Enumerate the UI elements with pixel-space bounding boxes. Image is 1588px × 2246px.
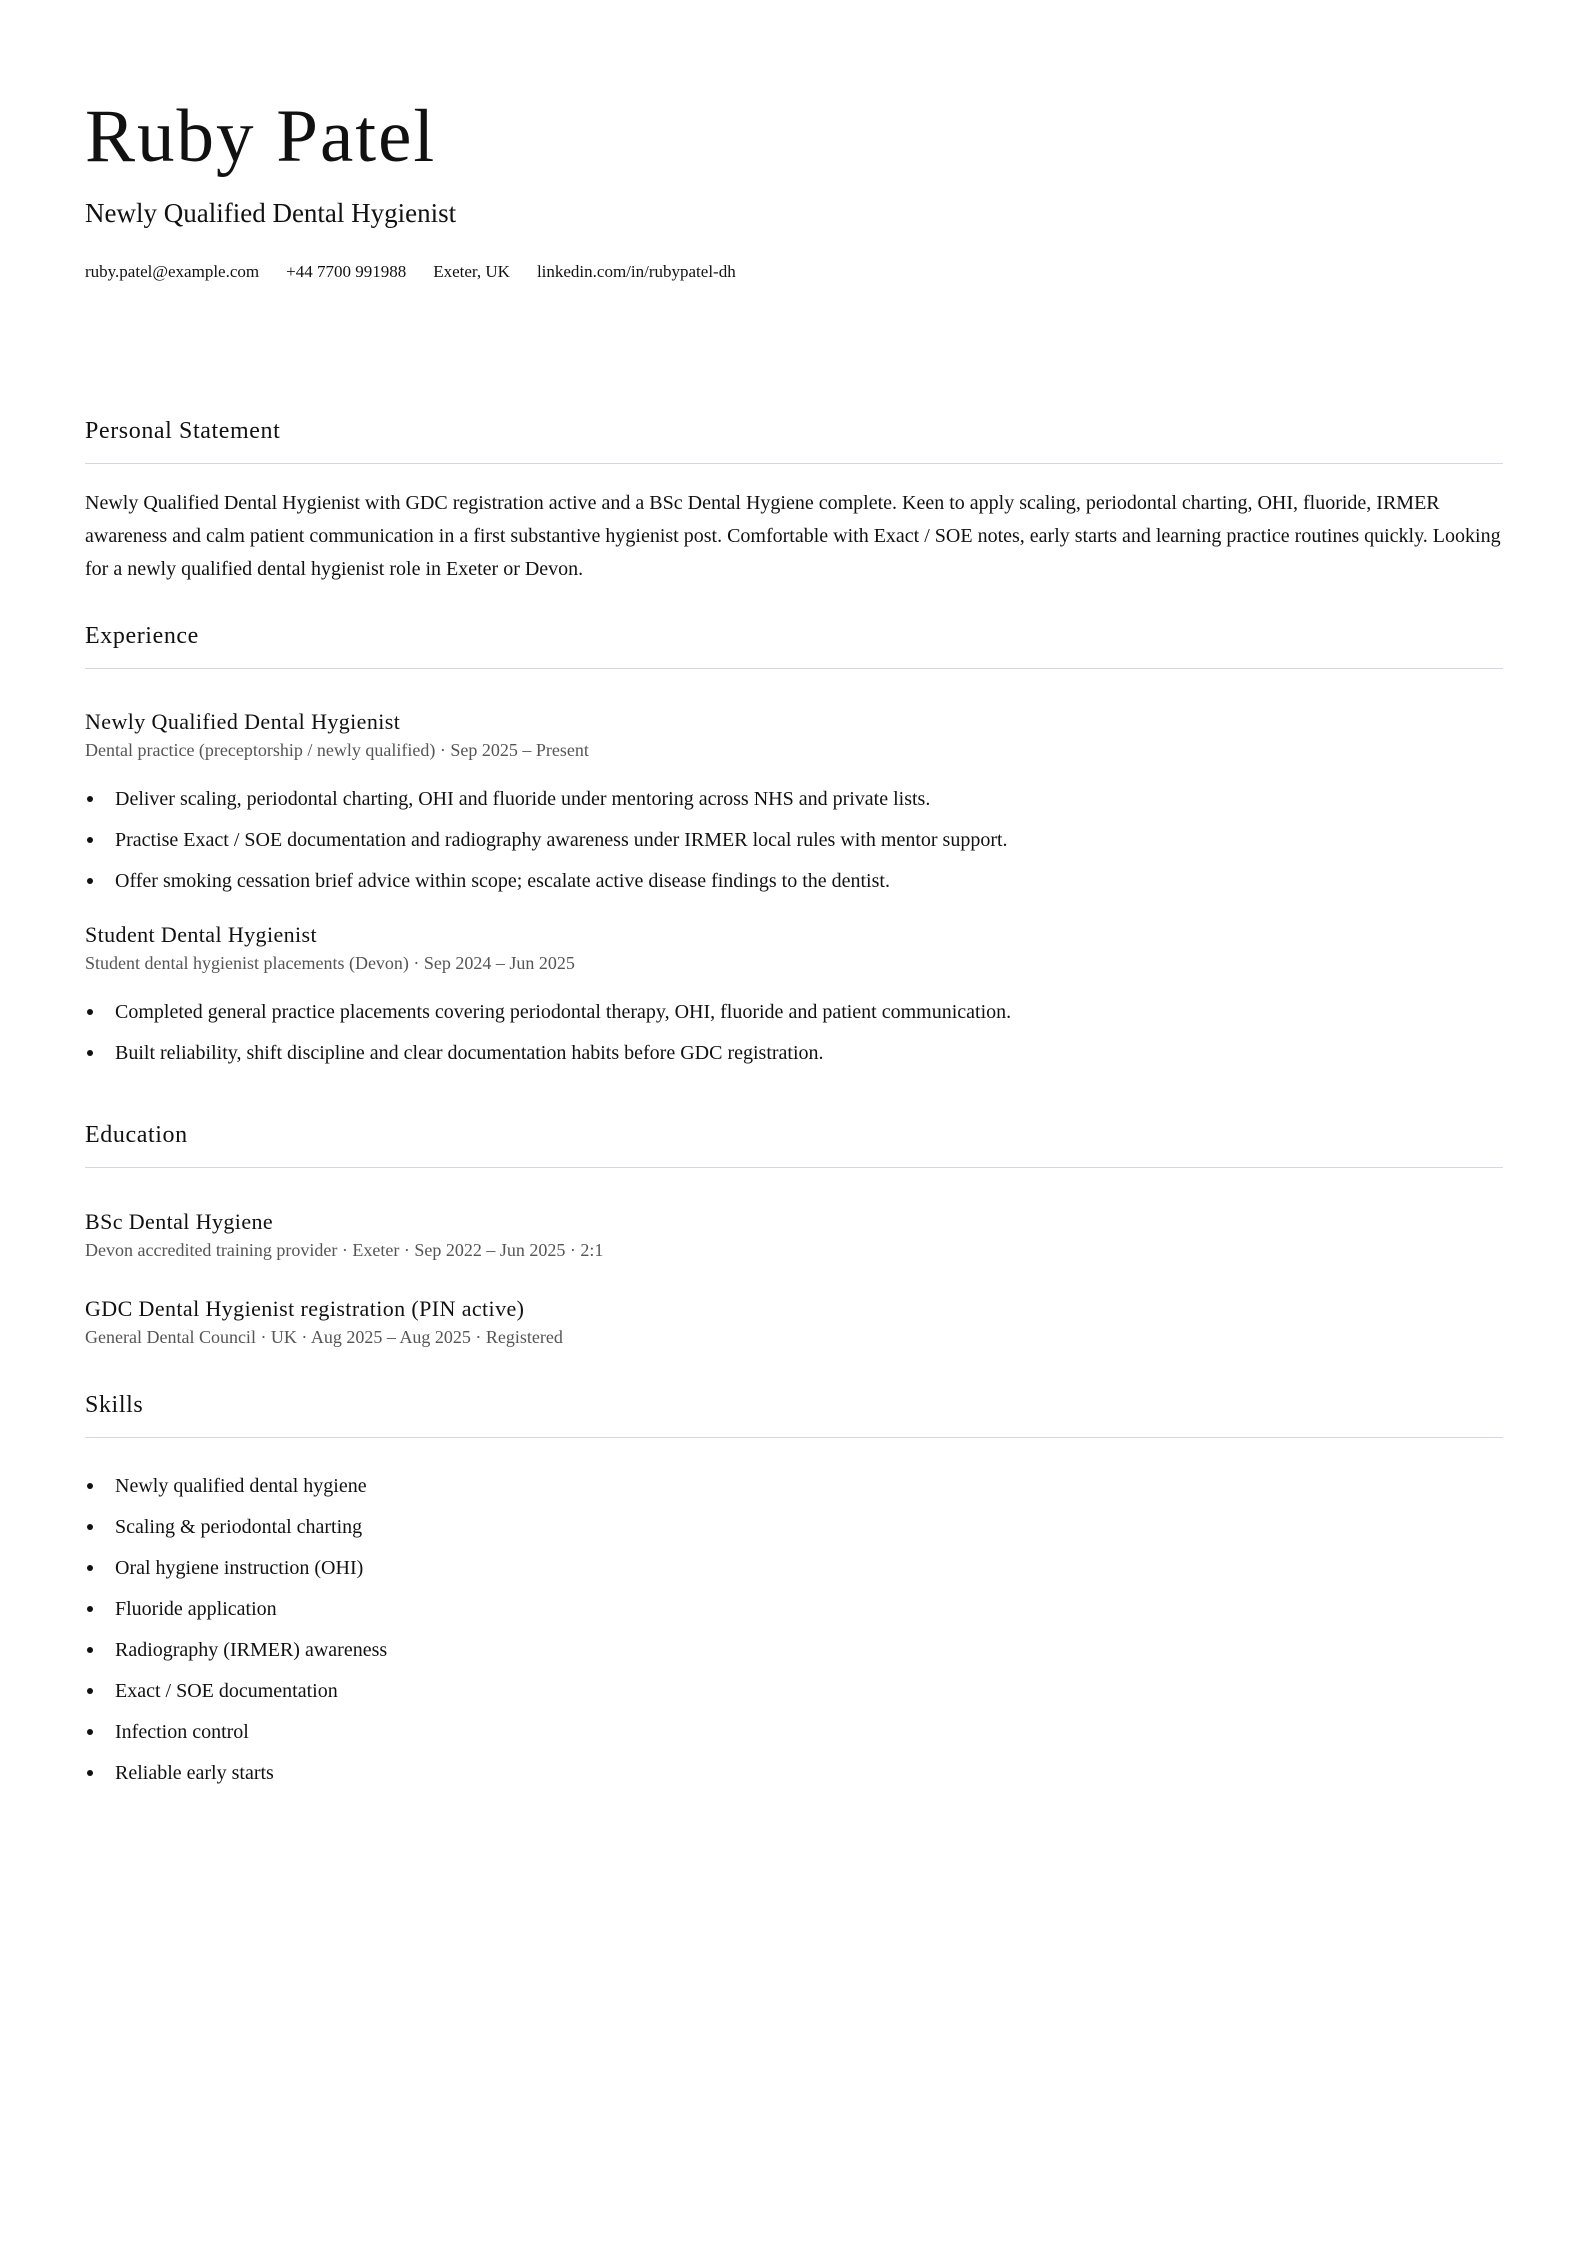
experience-meta: Student dental hygienist placements (Devon) · Sep 2024 – Jun 2025 — [85, 953, 575, 973]
contact-email[interactable]: ruby.patel@example.com — [85, 262, 260, 281]
list-item: Fluoride application — [85, 1596, 1503, 1622]
personal-statement-text: Newly Qualified Dental Hygienist with GDC registration active and a BSc Dental Hygiene complete. Keen to apply scaling, periodontal charting, OHI, fluoride, IRMER awareness and calm patient communication in a first substantive hygienist post. Comfortable with Exact / SOE notes, early starts and learning practice routines quickly. Looking for a newly qualified dental hygienist role in Exeter or Devon. — [85, 492, 1501, 580]
list-item: Scaling & periodontal charting — [85, 1514, 1503, 1540]
list-item: Newly qualified dental hygiene — [85, 1473, 1503, 1499]
list-item: Oral hygiene instruction (OHI) — [85, 1555, 1503, 1581]
education-entry — [85, 1208, 1503, 1262]
skills-list — [85, 1473, 1503, 1786]
list-item: Radiography (IRMER) awareness — [85, 1637, 1503, 1663]
section-title-experience: Experience — [85, 621, 1503, 669]
list-item: Practise Exact / SOE documentation and radiography awareness under IRMER local rules with mentor support. — [85, 827, 1503, 853]
experience-bullets — [85, 999, 1503, 1066]
section-title-personal-statement: Personal Statement — [85, 416, 1503, 464]
personal-statement-section — [85, 416, 1503, 586]
list-item: Infection control — [85, 1719, 1503, 1745]
candidate-name: Ruby Patel — [85, 95, 437, 178]
education-degree: BSc Dental Hygiene — [85, 1209, 274, 1234]
list-item: Offer smoking cessation brief advice within scope; escalate active disease findings to the dentist. — [85, 868, 1503, 894]
education-degree: GDC Dental Hygienist registration (PIN active) — [85, 1296, 525, 1321]
education-entry — [85, 1295, 1503, 1349]
section-title-skills: Skills — [85, 1390, 1503, 1438]
list-item: Built reliability, shift discipline and clear documentation habits before GDC registration. — [85, 1040, 1503, 1066]
list-item: Deliver scaling, periodontal charting, OHI and fluoride under mentoring across NHS and private lists. — [85, 786, 1503, 812]
education-meta: Devon accredited training provider · Exeter · Sep 2022 – Jun 2025 · 2:1 — [85, 1240, 604, 1260]
education-meta: General Dental Council · UK · Aug 2025 – Aug 2025 · Registered — [85, 1327, 563, 1347]
candidate-headline: Newly Qualified Dental Hygienist — [85, 198, 457, 228]
experience-role: Student Dental Hygienist — [85, 922, 318, 947]
list-item: Completed general practice placements covering periodontal therapy, OHI, fluoride and patient communication. — [85, 999, 1503, 1025]
section-title-education: Education — [85, 1120, 1503, 1168]
contact-location: Exeter, UK — [433, 262, 510, 281]
list-item: Reliable early starts — [85, 1760, 1503, 1786]
contact-bar — [85, 261, 736, 283]
experience-meta: Dental practice (preceptorship / newly qualified) · Sep 2025 – Present — [85, 740, 589, 760]
experience-section — [85, 621, 1503, 1066]
list-item: Exact / SOE documentation — [85, 1678, 1503, 1704]
contact-linkedin[interactable]: linkedin.com/in/rubypatel-dh — [536, 262, 736, 281]
experience-entry — [85, 921, 1503, 1066]
experience-role: Newly Qualified Dental Hygienist — [85, 709, 401, 734]
education-section — [85, 1120, 1503, 1349]
experience-entry — [85, 708, 1503, 894]
experience-bullets — [85, 786, 1503, 894]
skills-section — [85, 1390, 1503, 1786]
contact-phone[interactable]: +44 7700 991988 — [286, 262, 407, 281]
